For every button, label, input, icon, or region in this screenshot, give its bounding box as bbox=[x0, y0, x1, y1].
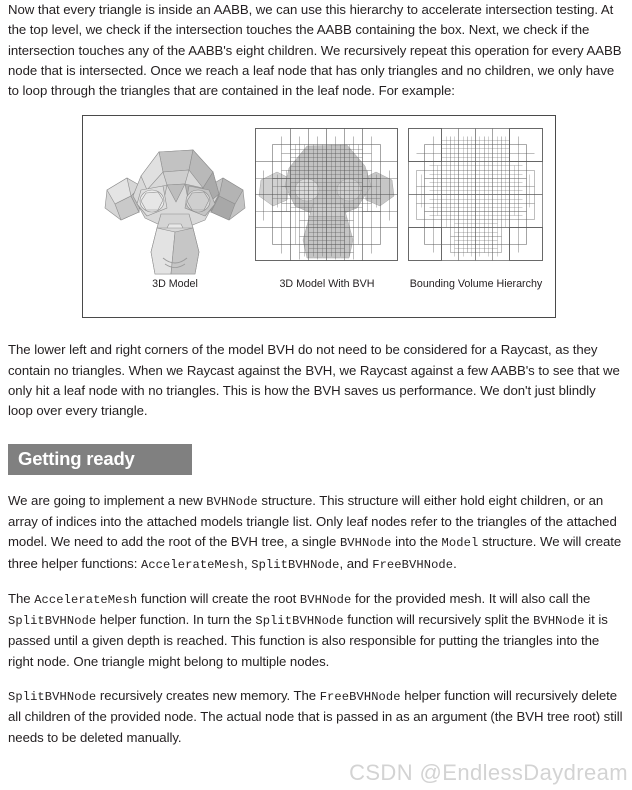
text-run: . bbox=[453, 555, 457, 571]
text-run: for the provided mesh. It will also call the bbox=[351, 590, 591, 606]
csdn-watermark: CSDN @EndlessDaydream bbox=[349, 760, 628, 785]
raycast-paragraph: The lower left and right corners of the model BVH do not need to be considered for a Raycast, as they contain no triangles. When we Raycast against the BVH, we Raycast against a few AABB's to see that we only hit a leaf node with no triangles. This is how the BVH saves us performance. We don't just blindly loop over every triangle. bbox=[8, 342, 620, 419]
code-splitbvhnode: SplitBVHNode bbox=[8, 690, 97, 705]
code-freebvhnode: FreeBVHNode bbox=[319, 690, 401, 705]
code-bvhnode: BVHNode bbox=[299, 592, 352, 607]
caption-bounding-volume-hierarchy: Bounding Volume Hierarchy bbox=[409, 278, 543, 291]
code-splitbvhnode: SplitBVHNode bbox=[8, 614, 97, 629]
caption-3d-model-with-bvh: 3D Model With BVH bbox=[279, 278, 375, 291]
text-run: structure. We will create three helper functions: bbox=[8, 534, 622, 571]
text-run: recursively creates new memory. The bbox=[96, 688, 320, 704]
text-run: structure. This structure will either hold eight children, or an array of indices into the attached models triangle list. Only leaf nodes refer to the triangles of the attached model. We need to add the root of the BVH tree, a single bbox=[8, 492, 617, 550]
code-bvhnode: BVHNode bbox=[206, 494, 258, 509]
text-run: We are going to implement a new bbox=[8, 492, 207, 508]
text-run: The bbox=[8, 590, 35, 606]
getting-ready-paragraph-3 bbox=[0, 686, 632, 748]
text-run: it is passed until a given depth is reached. This function is also responsible for putting the triangles into the right node. One triangle might belong to multiple nodes. bbox=[8, 612, 608, 669]
bvh-grid-icon bbox=[408, 128, 543, 261]
code-splitbvhnode: SplitBVHNode bbox=[251, 557, 340, 572]
caption-3d-model: 3D Model bbox=[152, 278, 198, 291]
model-with-bvh-grid-icon bbox=[255, 128, 398, 261]
code-freebvhnode: FreeBVHNode bbox=[372, 557, 454, 572]
panel-bounding-volume-hierarchy bbox=[408, 128, 543, 261]
text-run: helper function. In turn the bbox=[96, 612, 256, 628]
text-run: , and bbox=[339, 555, 373, 571]
text-run: helper function will recursively delete all children of the provided node. The actual node that is passed in as an argument (the BVH tree root) still needs to be deleted manually. bbox=[8, 688, 623, 745]
getting-ready-heading-row bbox=[0, 444, 632, 475]
code-bvhnode: BVHNode bbox=[339, 536, 392, 551]
text-run: into the bbox=[391, 534, 442, 550]
panel-3d-model bbox=[101, 128, 249, 278]
intro-paragraph: Now that every triangle is inside an AABB, we can use this hierarchy to accelerate intersection testing. At the top level, we check if the intersection touches the AABB containing the box. Next, we check if the intersection touches any of the AABB's eight children. We recursively repeat this operation for every AABB node that is intersected. Once we reach a leaf node that has only triangles and no children, we only have to loop through the triangles that are contained in the leaf node. For example: bbox=[8, 2, 622, 99]
section-heading-getting-ready: Getting ready bbox=[8, 444, 192, 475]
getting-ready-paragraph-2 bbox=[0, 589, 632, 672]
panel-3d-model-with-bvh bbox=[255, 128, 398, 261]
code-acceleratemesh: AccelerateMesh bbox=[34, 592, 138, 607]
text-run: function will recursively split the bbox=[343, 612, 534, 628]
bvh-figure bbox=[82, 115, 556, 318]
text-run: function will create the root bbox=[137, 590, 300, 606]
bvh-figure-container bbox=[0, 115, 632, 318]
figure-panels bbox=[83, 116, 555, 317]
text-run: , bbox=[243, 555, 252, 571]
getting-ready-paragraph-1 bbox=[0, 491, 632, 575]
code-splitbvhnode: SplitBVHNode bbox=[255, 614, 344, 629]
code-bvhnode: BVHNode bbox=[533, 614, 585, 629]
code-model: Model bbox=[441, 536, 479, 551]
monkey-head-model-icon bbox=[101, 128, 249, 278]
code-acceleratemesh: AccelerateMesh bbox=[140, 557, 244, 572]
